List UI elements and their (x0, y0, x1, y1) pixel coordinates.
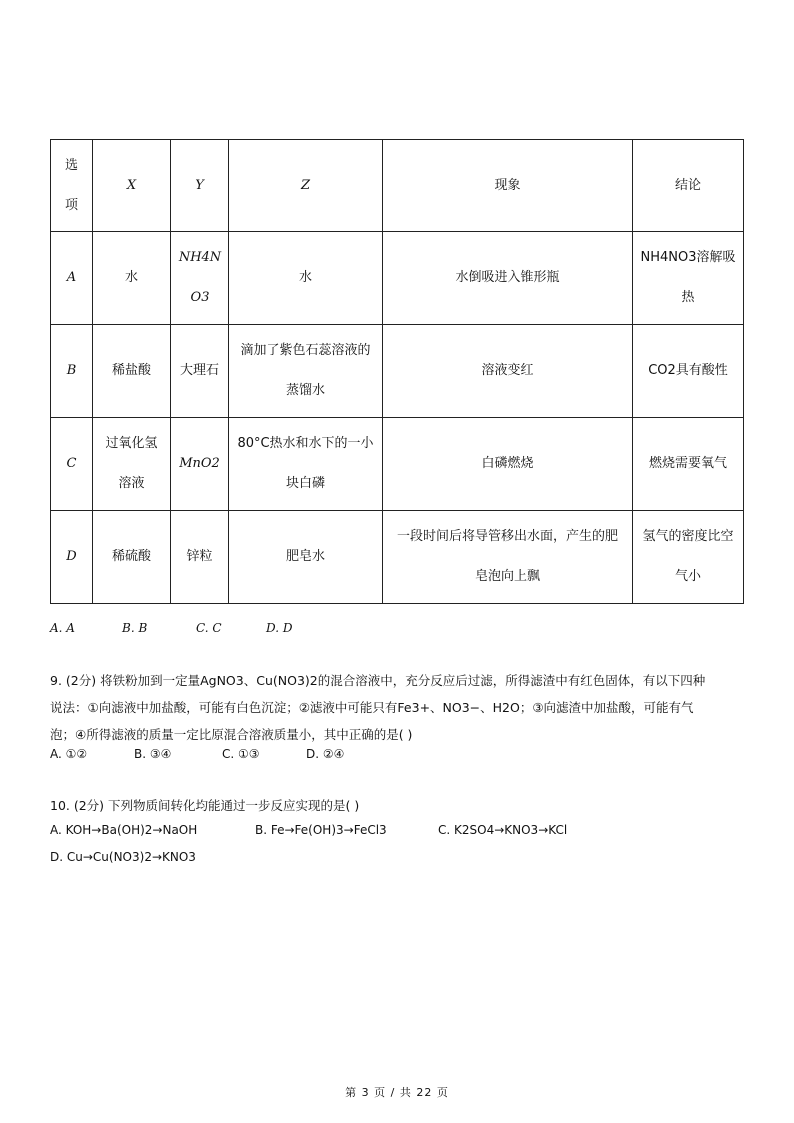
row-option: D (51, 511, 93, 604)
row-x: 稀硫酸 (93, 511, 171, 604)
table-row (51, 325, 744, 418)
row-y: MnO2 (171, 418, 229, 511)
q9-number: 9. (2分) (50, 673, 97, 688)
row-z: 水 (229, 232, 383, 325)
header-phenomenon: 现象 (383, 140, 633, 232)
table-row (51, 232, 744, 325)
table-row (51, 418, 744, 511)
option-c[interactable]: C. ①③ (222, 747, 260, 761)
option-a[interactable]: A. KOH→Ba(OH)2→NaOH (50, 823, 198, 837)
q10-stem-line: 10. (2分) 下列物质间转化均能通过一步反应实现的是( ) (50, 798, 360, 813)
row-x: 过氧化氢溶液 (93, 418, 171, 511)
row-x: 水 (93, 232, 171, 325)
row-option: B (51, 325, 93, 418)
row-phenomenon: 白磷燃烧 (383, 418, 633, 511)
experiment-table (50, 139, 744, 604)
row-conclusion: NH4NO3溶解吸热 (633, 232, 744, 325)
question-9 (50, 667, 750, 748)
option-a[interactable]: A. A (50, 621, 75, 635)
row-phenomenon: 水倒吸进入锥形瓶 (383, 232, 633, 325)
row-option: A (51, 232, 93, 325)
q9-line-2: 说法：①向滤液中加盐酸，可能有白色沉淀；②滤液中可能只有Fe3+、NO3−、H2O；③向滤渣中加盐酸，可能有气 (50, 700, 694, 715)
row-phenomenon: 溶液变红 (383, 325, 633, 418)
option-d[interactable]: D. ②④ (306, 747, 345, 761)
row-conclusion: CO2具有酸性 (633, 325, 744, 418)
row-y: 锌粒 (171, 511, 229, 604)
row-conclusion: 燃烧需要氧气 (633, 418, 744, 511)
row-y: 大理石 (171, 325, 229, 418)
q10-number: 10. (2分) (50, 798, 105, 813)
row-z: 肥皂水 (229, 511, 383, 604)
row-z: 滴加了紫色石蕊溶液的蒸馏水 (229, 325, 383, 418)
option-d[interactable]: D. D (266, 621, 293, 635)
option-d[interactable]: D. Cu→Cu(NO3)2→KNO3 (50, 850, 196, 864)
row-y: NH4NO3 (171, 232, 229, 325)
row-phenomenon: 一段时间后将导管移出水面，产生的肥皂泡向上飘 (383, 511, 633, 604)
row-option: C (51, 418, 93, 511)
q9-line-3: 泡；④所得滤液的质量一定比原混合溶液质量小，其中正确的是( ) (50, 727, 413, 742)
table-header-row (51, 140, 744, 232)
header-y: Y (171, 140, 229, 232)
header-z: Z (229, 140, 383, 232)
page-footer: 第 3 页 / 共 22 页 (345, 1086, 449, 1099)
question-10 (50, 792, 750, 819)
q9-line-1: 9. (2分) 将铁粉加到一定量AgNO3、Cu(NO3)2的混合溶液中，充分反应后过滤，所得滤渣中有红色固体，有以下四种 (50, 673, 706, 688)
header-conclusion: 结论 (633, 140, 744, 232)
row-x: 稀盐酸 (93, 325, 171, 418)
option-a[interactable]: A. ①② (50, 747, 88, 761)
option-c[interactable]: C. C (196, 621, 222, 635)
header-option: 选项 (51, 140, 93, 232)
option-b[interactable]: B. Fe→Fe(OH)3→FeCl3 (255, 823, 387, 837)
row-z: 80°C热水和水下的一小块白磷 (229, 418, 383, 511)
header-x: X (93, 140, 171, 232)
option-b[interactable]: B. B (122, 621, 148, 635)
row-conclusion: 氢气的密度比空气小 (633, 511, 744, 604)
table-row (51, 511, 744, 604)
option-c[interactable]: C. K2SO4→KNO3→KCl (438, 823, 568, 837)
option-b[interactable]: B. ③④ (134, 747, 172, 761)
